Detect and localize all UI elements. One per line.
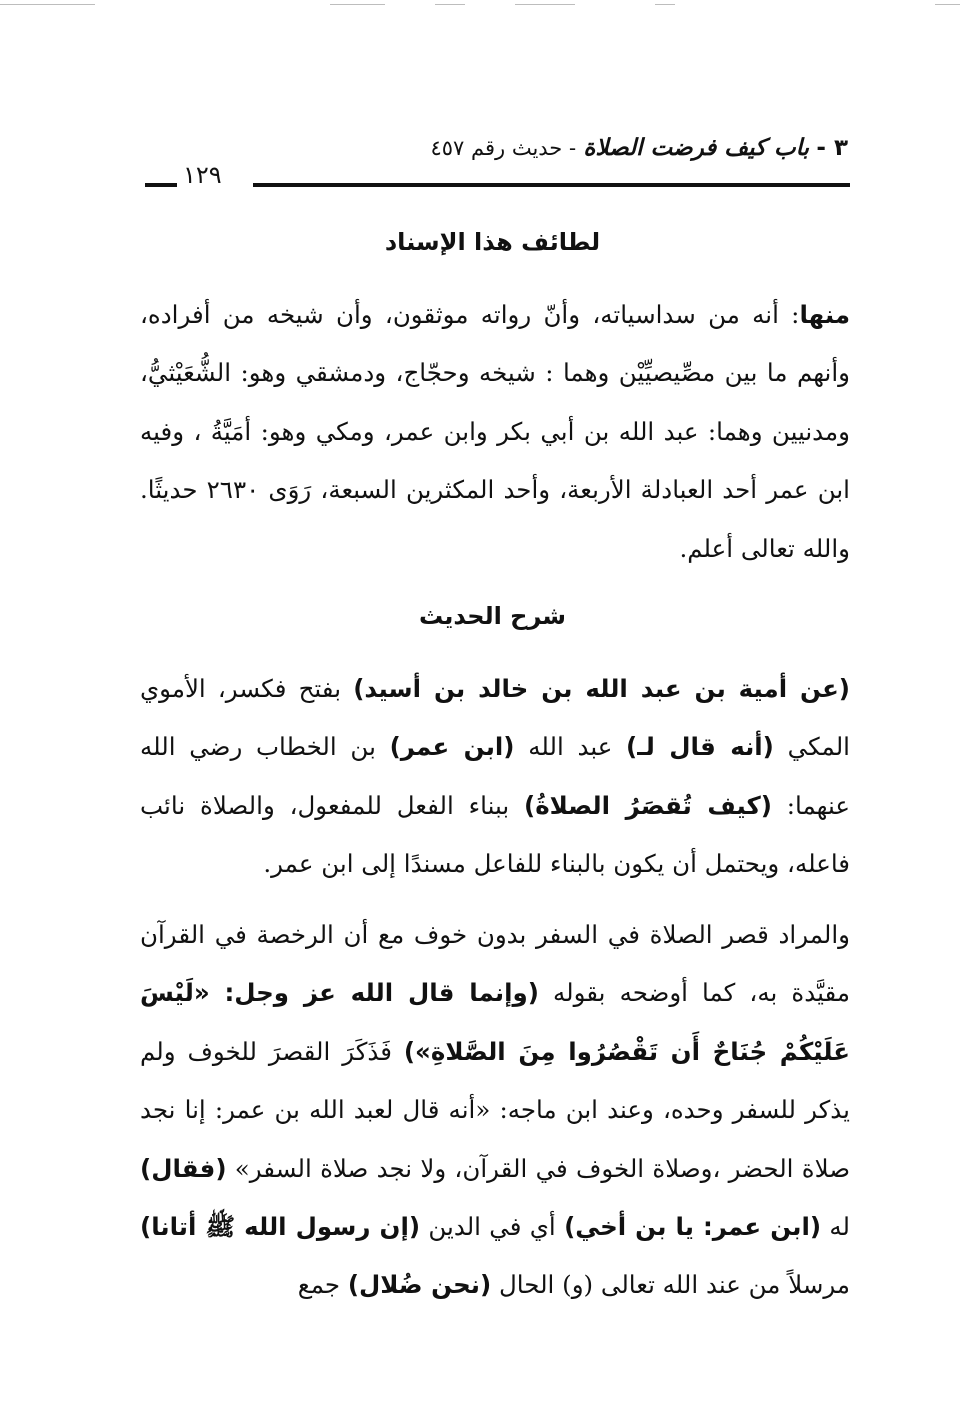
- quoted-text: (نحن ضُلال): [347, 1270, 492, 1300]
- commentary-text: ببناء الفعل للمفعول، والصلاة نائب فاعله، ويحتمل أن يكون بالبناء للفاعل مسندًا إلى ابن عمر.: [140, 790, 850, 879]
- quoted-text: (ابن عمر: يا بن أخي): [564, 1212, 822, 1242]
- sharh-paragraph-2: [140, 906, 850, 1315]
- quoted-text: (كيف تُقصَرُ الصلاةُ): [524, 790, 772, 820]
- commentary-text: عبد الله: [514, 732, 627, 762]
- quoted-text: (فقال): [140, 1153, 227, 1183]
- page-number: ١٢٩: [183, 161, 222, 189]
- quoted-text: (عن أمية بن عبد الله بن خالد بن أسيد): [353, 674, 851, 703]
- quoted-text: (ابن عمر): [389, 732, 515, 762]
- commentary-text: بفتح فكسر، الأموي المكي: [140, 674, 850, 762]
- sharh-paragraph-1: [140, 660, 850, 894]
- quoted-text: (إن رسول الله ﷺ أتانا): [140, 1212, 421, 1242]
- quoted-text: (وإنما قال الله عز وجل: «لَيْسَ عَلَيْكُمْ جُنَاحٌ أَن تَقْصُرُوا مِنَ الصَّلاةِ»): [140, 978, 850, 1066]
- hadith-reference: - حديث رقم ٤٥٧: [430, 136, 577, 160]
- isnad-paragraph: [140, 286, 850, 578]
- commentary-text: له: [821, 1212, 851, 1242]
- section-heading-isnad: لطائف هذا الإسناد: [384, 228, 601, 256]
- page-header: [135, 135, 850, 195]
- running-title: [430, 135, 848, 161]
- commentary-text: (و): [562, 1270, 594, 1300]
- commentary-text: جمع: [297, 1270, 348, 1300]
- commentary-text: الحال: [491, 1270, 563, 1300]
- commentary-text: بن الخطاب رضي الله عنهما:: [140, 732, 850, 820]
- chapter-title: باب كيف فرضت الصلاة: [583, 135, 810, 161]
- quoted-text: (أنه قال لـ): [626, 732, 774, 762]
- header-rule: [253, 183, 850, 187]
- commentary-text: فَذَكَرَ القصرَ للخوف ولم يذكر للسفر وحده، وعند ابن ماجه: «أنه قال لعبد الله بن عمر: إنا نجد صلاة الحضر ،وصلاة الخوف في القرآن، ولا نجد صلاة السفر»: [140, 1036, 850, 1183]
- isnad-text: : أنه من سداسياته، وأنّ رواته موثقون، وأن شيخه من أفراده، وأنهم ما بين مصِّيصيِّيْن وهما : شيخه وحجّاج، ودمشقي وهو: الشُّعَيْثيُّ، ومدنيين وهما: عبد الله بن أبي بكر وابن عمر، ومكي وهو: أمَيَّةُ ، وفيه ابن عمر أحد العبادلة الأربعة، وأحد المكثرين السبعة، رَوَى ٢٦٣٠ حديثًا. والله تعالى أعلم.: [140, 300, 850, 563]
- scan-edge-marks: [0, 0, 973, 10]
- chapter-number: ٣ -: [816, 135, 848, 161]
- commentary-text: مرسلاً من عند الله تعالى: [593, 1270, 850, 1300]
- section-heading-sharh: شرح الحديث: [419, 602, 566, 630]
- commentary-text: والمراد قصر الصلاة في السفر بدون خوف مع أن الرخصة في القرآن مقيَّدة به، كما أوضحه بقوله: [140, 920, 850, 1008]
- commentary-text: أي في الدين: [420, 1212, 565, 1242]
- lead-word: منها: [799, 300, 850, 329]
- header-rule-short: [145, 183, 177, 187]
